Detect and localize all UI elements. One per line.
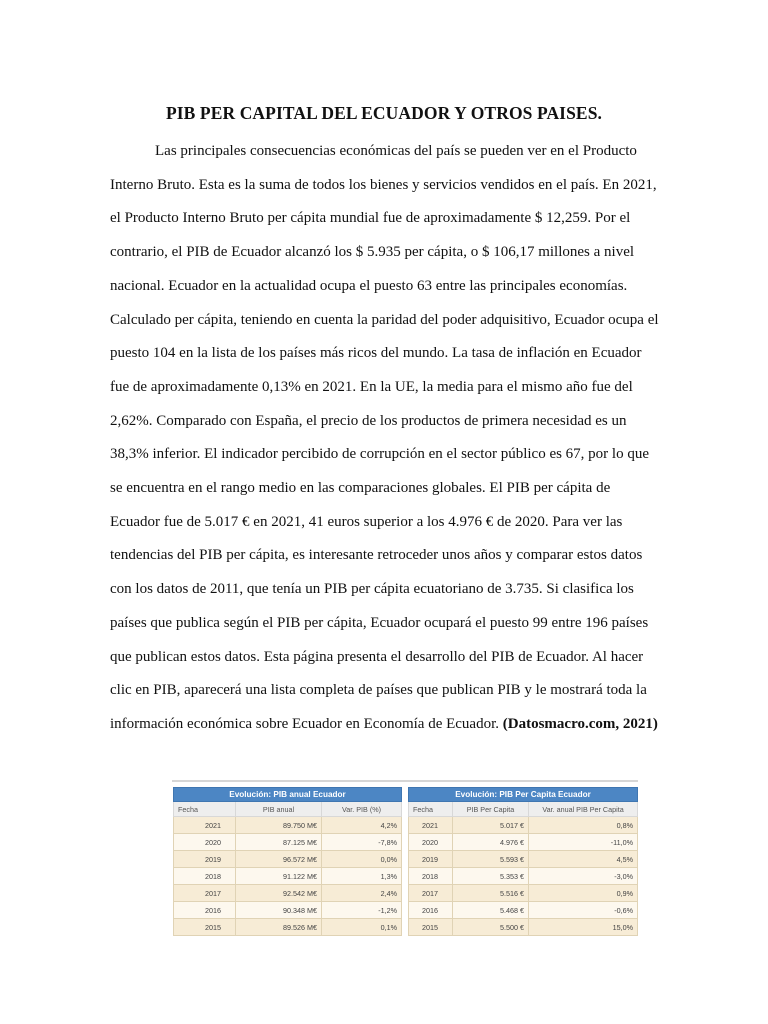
main-paragraph [110, 135, 662, 742]
pib-per-capita-cell-1: 5.500 € [453, 919, 529, 936]
pib-per-capita-cell-2: 0,8% [529, 817, 638, 834]
pib-per-capita-cell-0: 2021 [409, 817, 453, 834]
body-text [110, 135, 662, 742]
pib-per-capita-cell-0: 2019 [409, 851, 453, 868]
pib-per-capita-cell-2: -11,0% [529, 834, 638, 851]
table-row [174, 902, 402, 919]
pib-anual-cell-0: 2015 [174, 919, 236, 936]
table-row [409, 868, 638, 885]
table-pib-per-capita-caption: Evolución: PIB Per Capita Ecuador [409, 788, 638, 802]
table-row [409, 885, 638, 902]
column-header-var-anual: Var. anual PIB Per Capita [529, 802, 638, 817]
pib-per-capita-cell-1: 5.017 € [453, 817, 529, 834]
citation: (Datosmacro.com, 2021) [502, 715, 658, 732]
page-title: PIB PER CAPITAL DEL ECUADOR Y OTROS PAISES. [165, 103, 603, 123]
table-pib-per-capita [408, 787, 638, 936]
table-pib-anual [173, 787, 402, 936]
pib-anual-cell-1: 91.122 M€ [236, 868, 322, 885]
table-row [409, 817, 638, 834]
pib-per-capita-cell-1: 4.976 € [453, 834, 529, 851]
table-row [174, 868, 402, 885]
table-row [174, 834, 402, 851]
pib-per-capita-cell-0: 2017 [409, 885, 453, 902]
table-row [174, 817, 402, 834]
table-pib-anual-caption: Evolución: PIB anual Ecuador [174, 788, 402, 802]
column-header-pib-per-capita: PIB Per Capita [453, 802, 529, 817]
pib-anual-cell-1: 89.750 M€ [236, 817, 322, 834]
pib-anual-cell-1: 87.125 M€ [236, 834, 322, 851]
table-row [409, 834, 638, 851]
table-row [174, 919, 402, 936]
pib-anual-cell-1: 89.526 M€ [236, 919, 322, 936]
pib-anual-cell-0: 2017 [174, 885, 236, 902]
pib-anual-cell-1: 96.572 M€ [236, 851, 322, 868]
pib-per-capita-cell-0: 2018 [409, 868, 453, 885]
pib-per-capita-cell-0: 2016 [409, 902, 453, 919]
pib-anual-cell-2: 0,1% [322, 919, 402, 936]
pib-per-capita-cell-1: 5.468 € [453, 902, 529, 919]
table-row [174, 885, 402, 902]
column-header-var-pib: Var. PIB (%) [322, 802, 402, 817]
table-pib-anual-body [174, 817, 402, 936]
pib-anual-cell-2: 2,4% [322, 885, 402, 902]
pib-per-capita-cell-2: -0,6% [529, 902, 638, 919]
pib-anual-cell-0: 2018 [174, 868, 236, 885]
pib-per-capita-cell-1: 5.353 € [453, 868, 529, 885]
pib-per-capita-cell-2: 4,5% [529, 851, 638, 868]
paragraph-text: Las principales consecuencias económicas del país se pueden ver en el Producto Interno Bruto. Esta es la suma de todos los bienes y servicios vendidos en el país. En 2021, el Producto Interno Bruto per cápita mundial fue de aproximadamente $ 12,259. Por el contrario, el PIB de Ecuador alcanzó los $ 5.935 per cápita, o $ 106,17 millones a nivel nacional. Ecuador en la actualidad ocupa el puesto 63 entre las principales economías. Calculado per cápita, teniendo en cuenta la paridad del poder adquisitivo, Ecuador ocupa el puesto 104 en la lista de los países más ricos del mundo. La tasa de inflación en Ecuador fue de aproximadamente 0,13% en 2021. En la UE, la media para el mismo año fue del 2,62%. Comparado con España, el precio de los productos de primera necesidad es un 38,3% inferior. El indicador percibido de corrupción en el sector público es 67, por lo que se encuentra en el rango medio en las comparaciones globales. El PIB per cápita de Ecuador fue de 5.017 € en 2021, 41 euros superior a los 4.976 € de 2020. Para ver las tendencias del PIB per cápita, es interesante retroceder unos años y comparar estos datos con los datos de 2011, que tenía un PIB per cápita ecuatoriano de 3.735. Si clasifica los países que publica según el PIB per cápita, Ecuador ocupará el puesto 99 entre 196 países que publican estos datos. Esta página presenta el desarrollo del PIB de Ecuador. Al hacer clic en PIB, aparecerá una lista completa de países que publican PIB y le mostrará toda la información económica sobre Ecuador en Economía de Ecuador. [110, 143, 659, 732]
pib-anual-cell-1: 90.348 M€ [236, 902, 322, 919]
column-header-fecha: Fecha [409, 802, 453, 817]
pib-anual-cell-0: 2019 [174, 851, 236, 868]
pib-anual-cell-2: -1,2% [322, 902, 402, 919]
pib-per-capita-cell-1: 5.516 € [453, 885, 529, 902]
pib-per-capita-cell-2: 15,0% [529, 919, 638, 936]
table-row [409, 919, 638, 936]
column-header-fecha: Fecha [174, 802, 236, 817]
pib-anual-cell-2: -7,8% [322, 834, 402, 851]
pib-anual-cell-0: 2021 [174, 817, 236, 834]
pib-anual-cell-2: 0,0% [322, 851, 402, 868]
pib-per-capita-cell-2: -3,0% [529, 868, 638, 885]
table-row [174, 851, 402, 868]
pib-per-capita-cell-0: 2015 [409, 919, 453, 936]
pib-anual-cell-0: 2016 [174, 902, 236, 919]
column-header-pib-anual: PIB anual [236, 802, 322, 817]
pib-anual-cell-0: 2020 [174, 834, 236, 851]
pib-anual-cell-2: 4,2% [322, 817, 402, 834]
table-row [409, 902, 638, 919]
gdp-tables-image [172, 780, 638, 939]
table-pib-per-capita-body [409, 817, 638, 936]
pib-per-capita-cell-1: 5.593 € [453, 851, 529, 868]
table-row [409, 851, 638, 868]
pib-anual-cell-2: 1,3% [322, 868, 402, 885]
pib-per-capita-cell-0: 2020 [409, 834, 453, 851]
pib-per-capita-cell-2: 0,9% [529, 885, 638, 902]
pib-anual-cell-1: 92.542 M€ [236, 885, 322, 902]
